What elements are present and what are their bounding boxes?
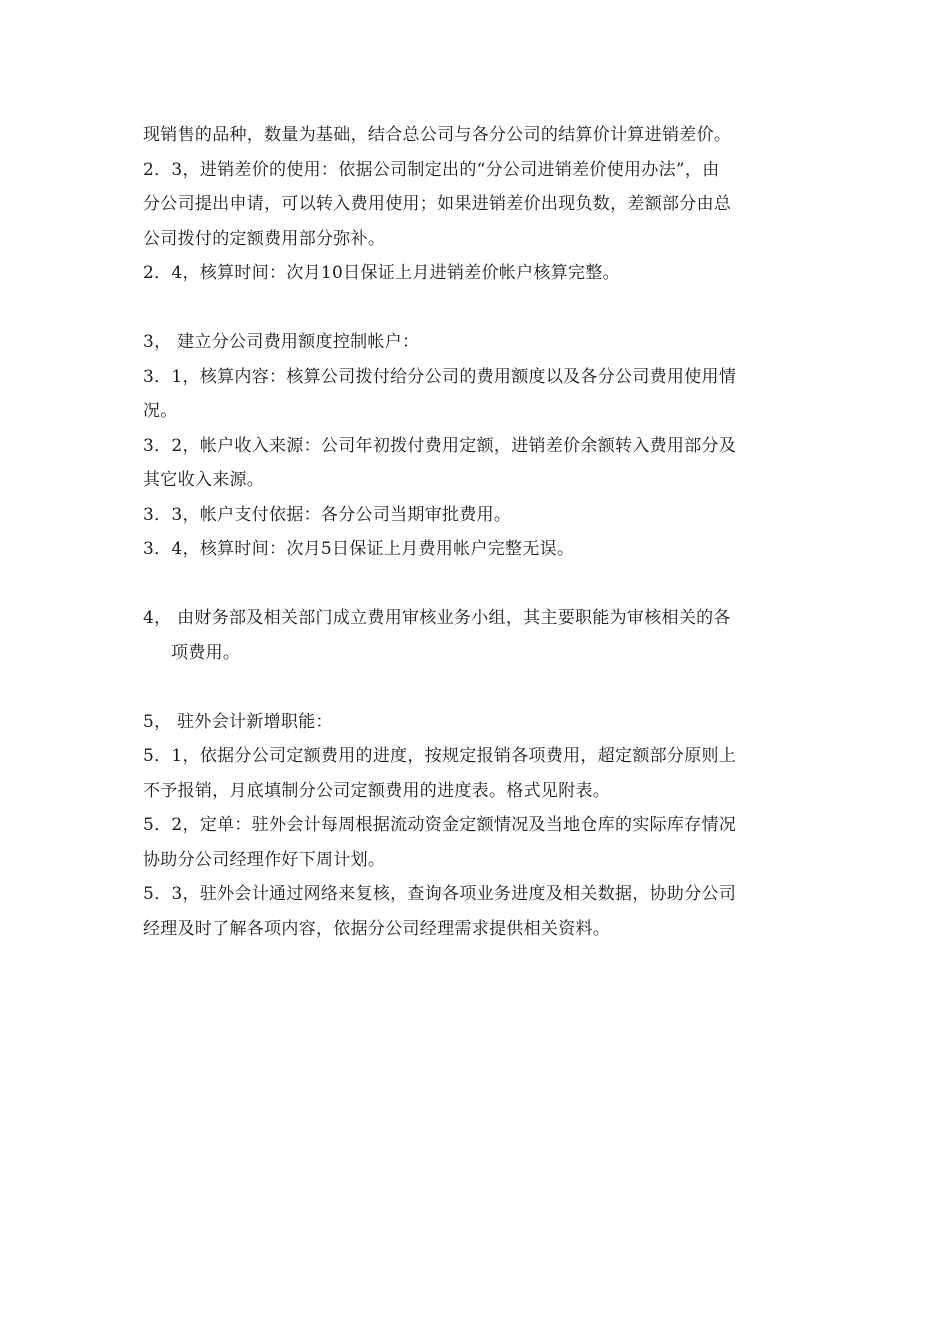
text-line: 5．1，依据分公司定额费用的进度，按规定报销各项费用，超定额部分原则上 [143, 746, 737, 766]
text-line: 3．1，核算内容：核算公司拨付给分公司的费用额度以及各分公司费用使用情 [143, 366, 737, 387]
paragraph-gap [143, 291, 813, 326]
text-line: 其它收入来源。 [143, 470, 265, 490]
text-line: 公司拨付的定额费用部分弥补。 [143, 228, 386, 249]
text-line: 5．3，驻外会计通过网络来复核，查询各项业务进度及相关数据，协助分公司 [143, 884, 737, 904]
text-line: 不予报销，月底填制分公司定额费用的进度表。格式见附表。 [143, 780, 611, 801]
paragraph-gap [143, 567, 813, 602]
text-line: 项费用。 [171, 642, 241, 663]
paragraph-gap [143, 670, 813, 705]
section-heading: 4， 由财务部及相关部门成立费用审核业务小组，其主要职能为审核相关的各 [143, 608, 731, 628]
text-line: 况。 [143, 401, 178, 421]
text-line: 3．3，帐户支付依据：各分公司当期审批费用。 [143, 504, 512, 525]
text-line: 分公司提出申请，可以转入费用使用；如果进销差价出现负数，差额部分由总 [143, 194, 732, 214]
text-line: 2．3，进销差价的使用：依据公司制定出的“分公司进销差价使用办法”，由 [143, 159, 720, 180]
text-line: 现销售的品种，数量为基础，结合总公司与各分公司的结算价计算进销差价。 [143, 125, 732, 145]
text-line: 2．4，核算时间：次月10日保证上月进销差价帐户核算完整。 [143, 263, 620, 283]
text-line: 协助分公司经理作好下周计划。 [143, 849, 386, 870]
section-heading: 3， 建立分公司费用额度控制帐户： [143, 332, 420, 352]
section-heading: 5， 驻外会计新增职能： [143, 711, 333, 732]
text-line: 经理及时了解各项内容，依据分公司经理需求提供相关资料。 [143, 918, 611, 939]
text-line: 3．4，核算时间：次月5日保证上月费用帐户完整无误。 [143, 539, 575, 559]
text-line: 5．2，定单：驻外会计每周根据流动资金定额情况及当地仓库的实际库存情况 [143, 815, 737, 835]
document-page [143, 118, 813, 946]
text-line: 3．2，帐户收入来源：公司年初拨付费用定额，进销差价余额转入费用部分及 [143, 435, 737, 456]
